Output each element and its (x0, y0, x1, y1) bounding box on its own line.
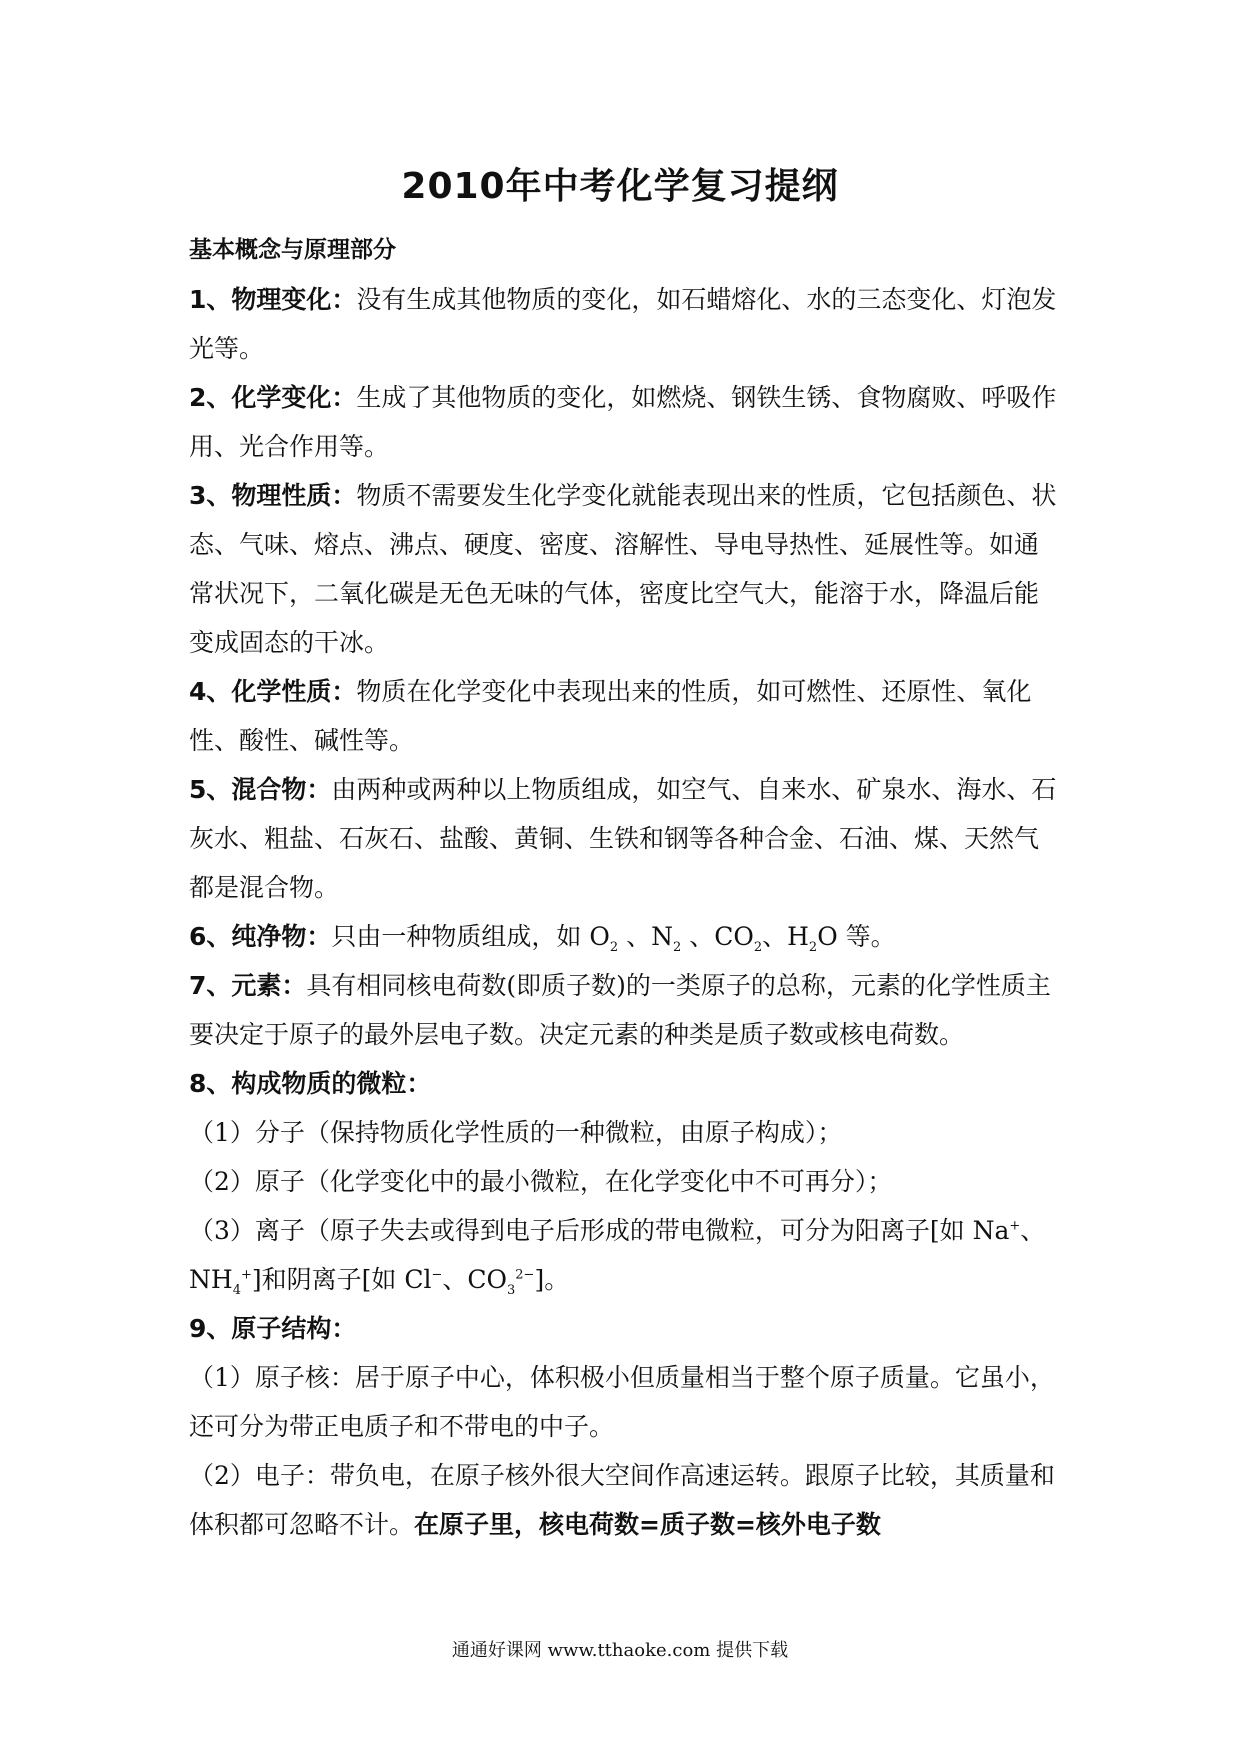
item-physical-property (189, 471, 1057, 667)
item-term: 7、元素： (189, 971, 307, 1000)
formula-text: O 等。 (817, 922, 896, 951)
superscript: 2− (515, 1267, 535, 1283)
item-text: 生成了其他物质的变化，如燃烧、钢铁生锈、食物腐败、呼吸作用、光合作用等。 (189, 383, 1057, 461)
ion-text: 、CO (442, 1265, 507, 1294)
item-mixture (189, 765, 1057, 912)
page-footer: 通通好课网 www.tthaoke.com 提供下载 (451, 1640, 789, 1661)
sub-item-molecule: （1）分子（保持物质化学性质的一种微粒，由原子构成）； (189, 1118, 843, 1147)
item-term: 3、物理性质： (189, 481, 357, 510)
ion-text: ]和阴离子[如 Cl (251, 1265, 432, 1294)
ion-text: （3）离子（原子失去或得到电子后形成的带电微粒，可分为阳离子[如 Na (189, 1216, 1010, 1245)
sub-item-atom: （2）原子（化学变化中的最小微粒，在化学变化中不可再分）； (189, 1167, 893, 1196)
item-pure-substance (189, 912, 1057, 961)
subscript: 3 (506, 1283, 516, 1298)
formula-text: 、CO (681, 922, 754, 951)
superscript: + (240, 1267, 252, 1283)
item-term: 9、原子结构： (189, 1314, 357, 1343)
item-text: 由两种或两种以上物质组成，如空气、自来水、矿泉水、海水、石灰水、粗盐、石灰石、盐酸、黄铜、生铁和钢等各种合金、石油、煤、天然气都是混合物。 (189, 775, 1057, 902)
subscript: 2 (609, 940, 619, 955)
item-element (189, 961, 1057, 1059)
subscript: 4 (232, 1283, 241, 1298)
item-term: 5、混合物： (189, 775, 332, 804)
section-heading: 基本概念与原理部分 (189, 237, 396, 263)
sub-item-electron (189, 1451, 1057, 1549)
formula-text: 、H (762, 922, 809, 951)
document-body (189, 226, 1057, 1549)
item-text: 没有生成其他物质的变化，如石蜡熔化、水的三态变化、灯泡发光等。 (189, 285, 1057, 363)
document-title: 2010年中考化学复习提纲 (401, 166, 839, 207)
item-term: 8、构成物质的微粒： (189, 1069, 432, 1098)
item-text: 具有相同核电荷数(即质子数)的一类原子的总称，元素的化学性质主要决定于原子的最外层电子数。决定元素的种类是质子数或核电荷数。 (189, 971, 1051, 1049)
ion-text: 、NH (189, 1216, 1046, 1294)
electron-text: （2）电子：带负电，在原子核外很大空间作高速运转。跟原子比较，其质量和体积都可忽略不计。 (189, 1461, 1055, 1539)
item-chemical-change (189, 373, 1057, 471)
item-atomic-structure (189, 1304, 1057, 1353)
ion-text: ]。 (534, 1265, 570, 1294)
item-term: 2、化学变化： (189, 383, 357, 412)
item-term: 1、物理变化： (189, 285, 357, 314)
item-physical-change (189, 275, 1057, 373)
emphasis-text: 在原子里，核电荷数=质子数=核外电子数 (414, 1510, 881, 1539)
subscript: 2 (753, 940, 763, 955)
item-term: 4、化学性质： (189, 677, 357, 706)
sub-item-nucleus: （1）原子核：居于原子中心，体积极小但质量相当于整个原子质量。它虽小，还可分为带正电质子和不带电的中子。 (189, 1363, 1055, 1441)
subscript: 2 (808, 940, 818, 955)
superscript: + (1009, 1218, 1021, 1234)
item-text: 物质不需要发生化学变化就能表现出来的性质，它包括颜色、状态、气味、熔点、沸点、硬度、密度、溶解性、导电导热性、延展性等。如通常状况下，二氧化碳是无色无味的气体，密度比空气大，能溶于水，降温后能变成固态的干冰。 (189, 481, 1057, 657)
formula-text: 、N (618, 922, 673, 951)
subscript: 2 (672, 940, 682, 955)
item-particles (189, 1059, 1057, 1108)
formula-text: 只由一种物质组成，如 O (331, 922, 610, 951)
superscript: − (431, 1267, 443, 1283)
item-text: 物质在化学变化中表现出来的性质，如可燃性、还原性、氧化性、酸性、碱性等。 (189, 677, 1032, 755)
item-term: 6、纯净物： (189, 922, 332, 951)
sub-item-ion (189, 1206, 1057, 1304)
item-chemical-property (189, 667, 1057, 765)
